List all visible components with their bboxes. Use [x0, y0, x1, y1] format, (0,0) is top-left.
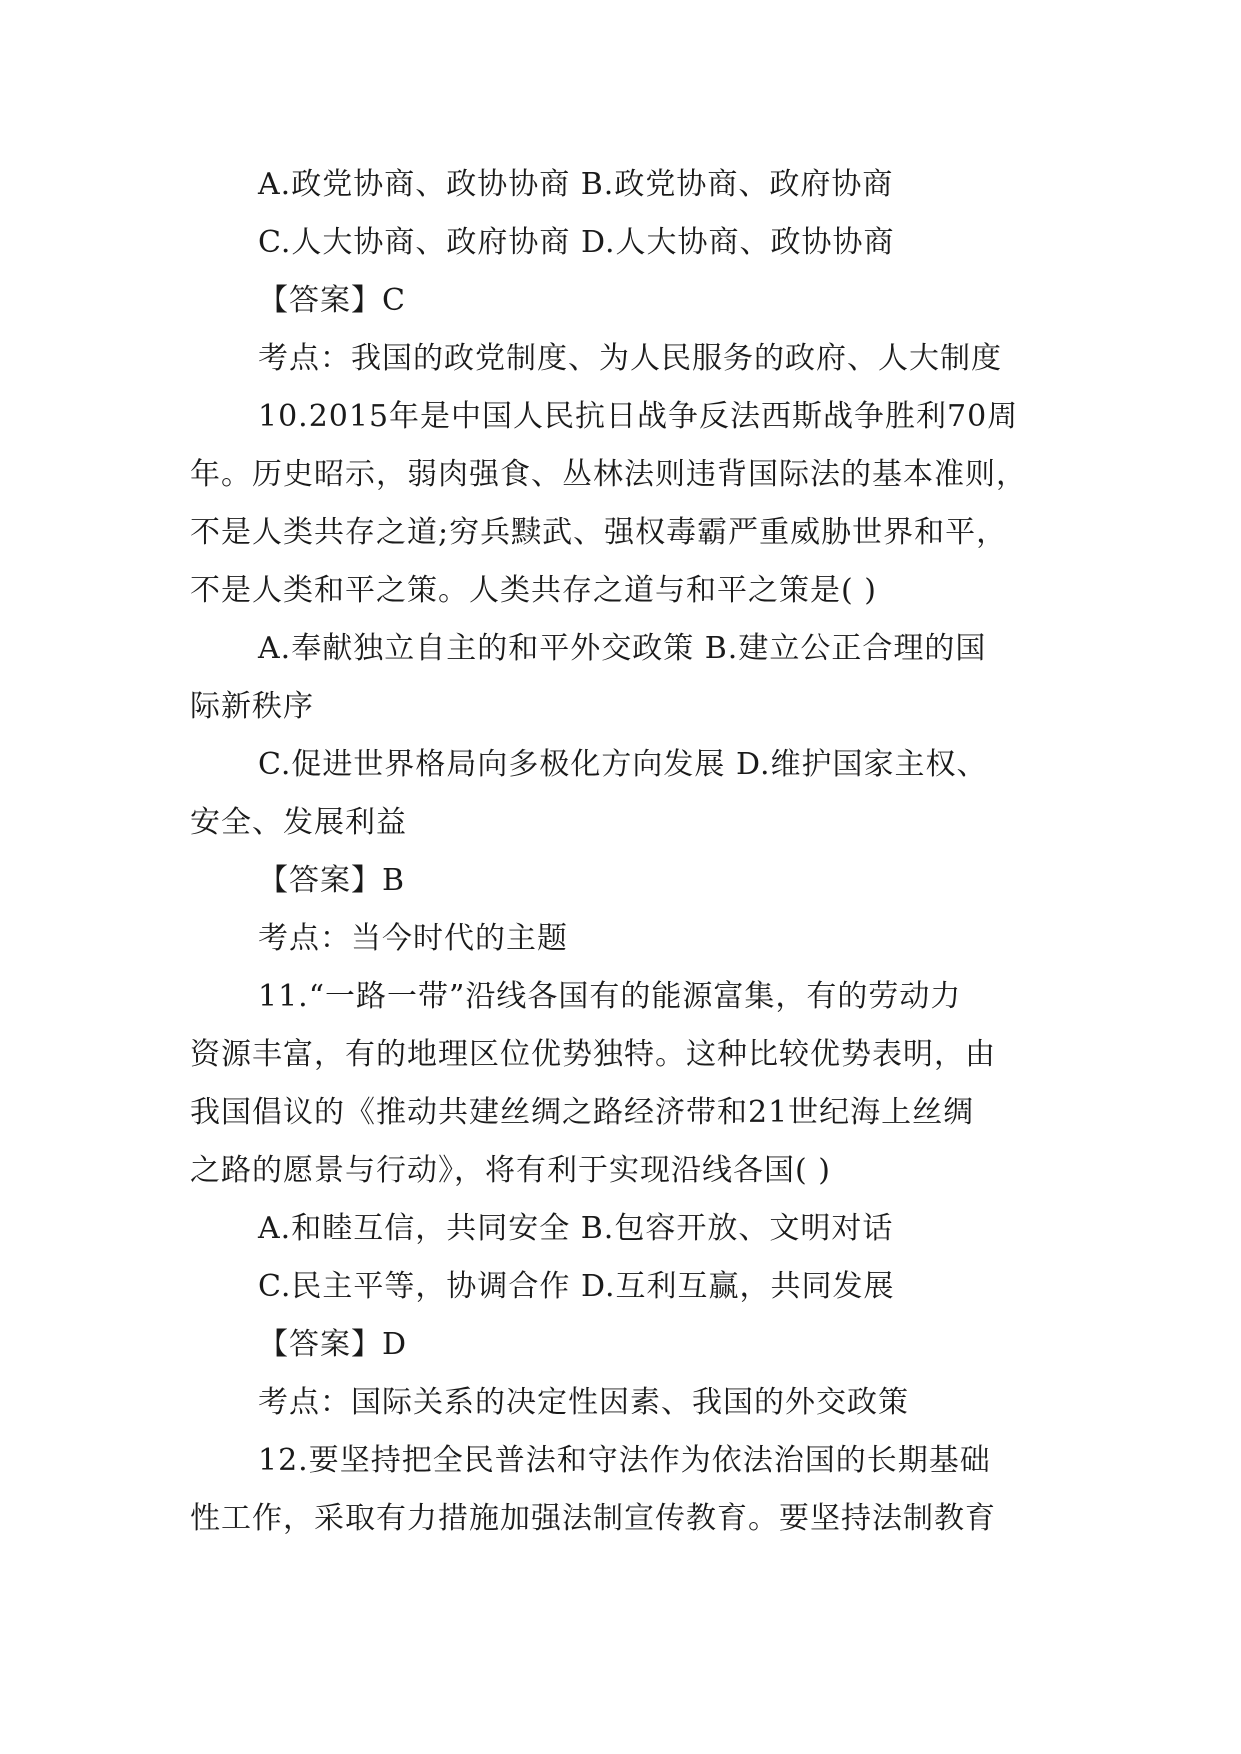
option-line: C.促进世界格局向多极化方向发展 D.维护国家主权、	[258, 747, 988, 782]
option-line: C.民主平等，协调合作 D.互利互赢，共同发展	[258, 1269, 895, 1304]
question-line: 10.2015年是中国人民抗日战争反法西斯战争胜利70周	[258, 399, 1019, 434]
option-line: C.人大协商、政府协商 D.人大协商、政协协商	[258, 225, 895, 260]
question-line: 不是人类和平之策。人类共存之道与和平之策是( )	[190, 573, 877, 608]
question-line: 我国倡议的《推动共建丝绸之路经济带和21世纪海上丝绸	[190, 1095, 975, 1130]
question-line: 资源丰富，有的地理区位优势独特。这种比较优势表明，由	[190, 1037, 996, 1072]
question-line: 12.要坚持把全民普法和守法作为依法治国的长期基础	[258, 1443, 991, 1478]
option-line: A.奉献独立自主的和平外交政策 B.建立公正合理的国	[258, 631, 987, 666]
key-point-line: 考点：当今时代的主题	[258, 921, 568, 956]
option-line: 安全、发展利益	[190, 805, 407, 840]
question-line: 之路的愿景与行动》，将有利于实现沿线各国( )	[190, 1153, 831, 1188]
question-line: 不是人类共存之道;穷兵黩武、强权毒霸严重威胁世界和平，	[190, 515, 1008, 550]
question-line: 性工作，采取有力措施加强法制宣传教育。要坚持法制教育	[190, 1501, 996, 1536]
option-line: 际新秩序	[190, 689, 314, 724]
question-line: 11.“一路一带”沿线各国有的能源富集，有的劳动力	[258, 979, 962, 1014]
key-point-line: 考点：国际关系的决定性因素、我国的外交政策	[258, 1385, 909, 1420]
question-line: 年。历史昭示，弱肉强食、丛林法则违背国际法的基本准则，	[190, 457, 1027, 492]
option-line: A.政党协商、政协协商 B.政党协商、政府协商	[258, 167, 894, 202]
key-point-line: 考点：我国的政党制度、为人民服务的政府、人大制度	[258, 341, 1002, 376]
document-page	[190, 156, 1060, 1548]
option-line: A.和睦互信，共同安全 B.包容开放、文明对话	[258, 1211, 894, 1246]
answer-line: 【答案】D	[258, 1327, 408, 1362]
answer-line: 【答案】C	[258, 283, 406, 318]
answer-line: 【答案】B	[258, 863, 406, 898]
